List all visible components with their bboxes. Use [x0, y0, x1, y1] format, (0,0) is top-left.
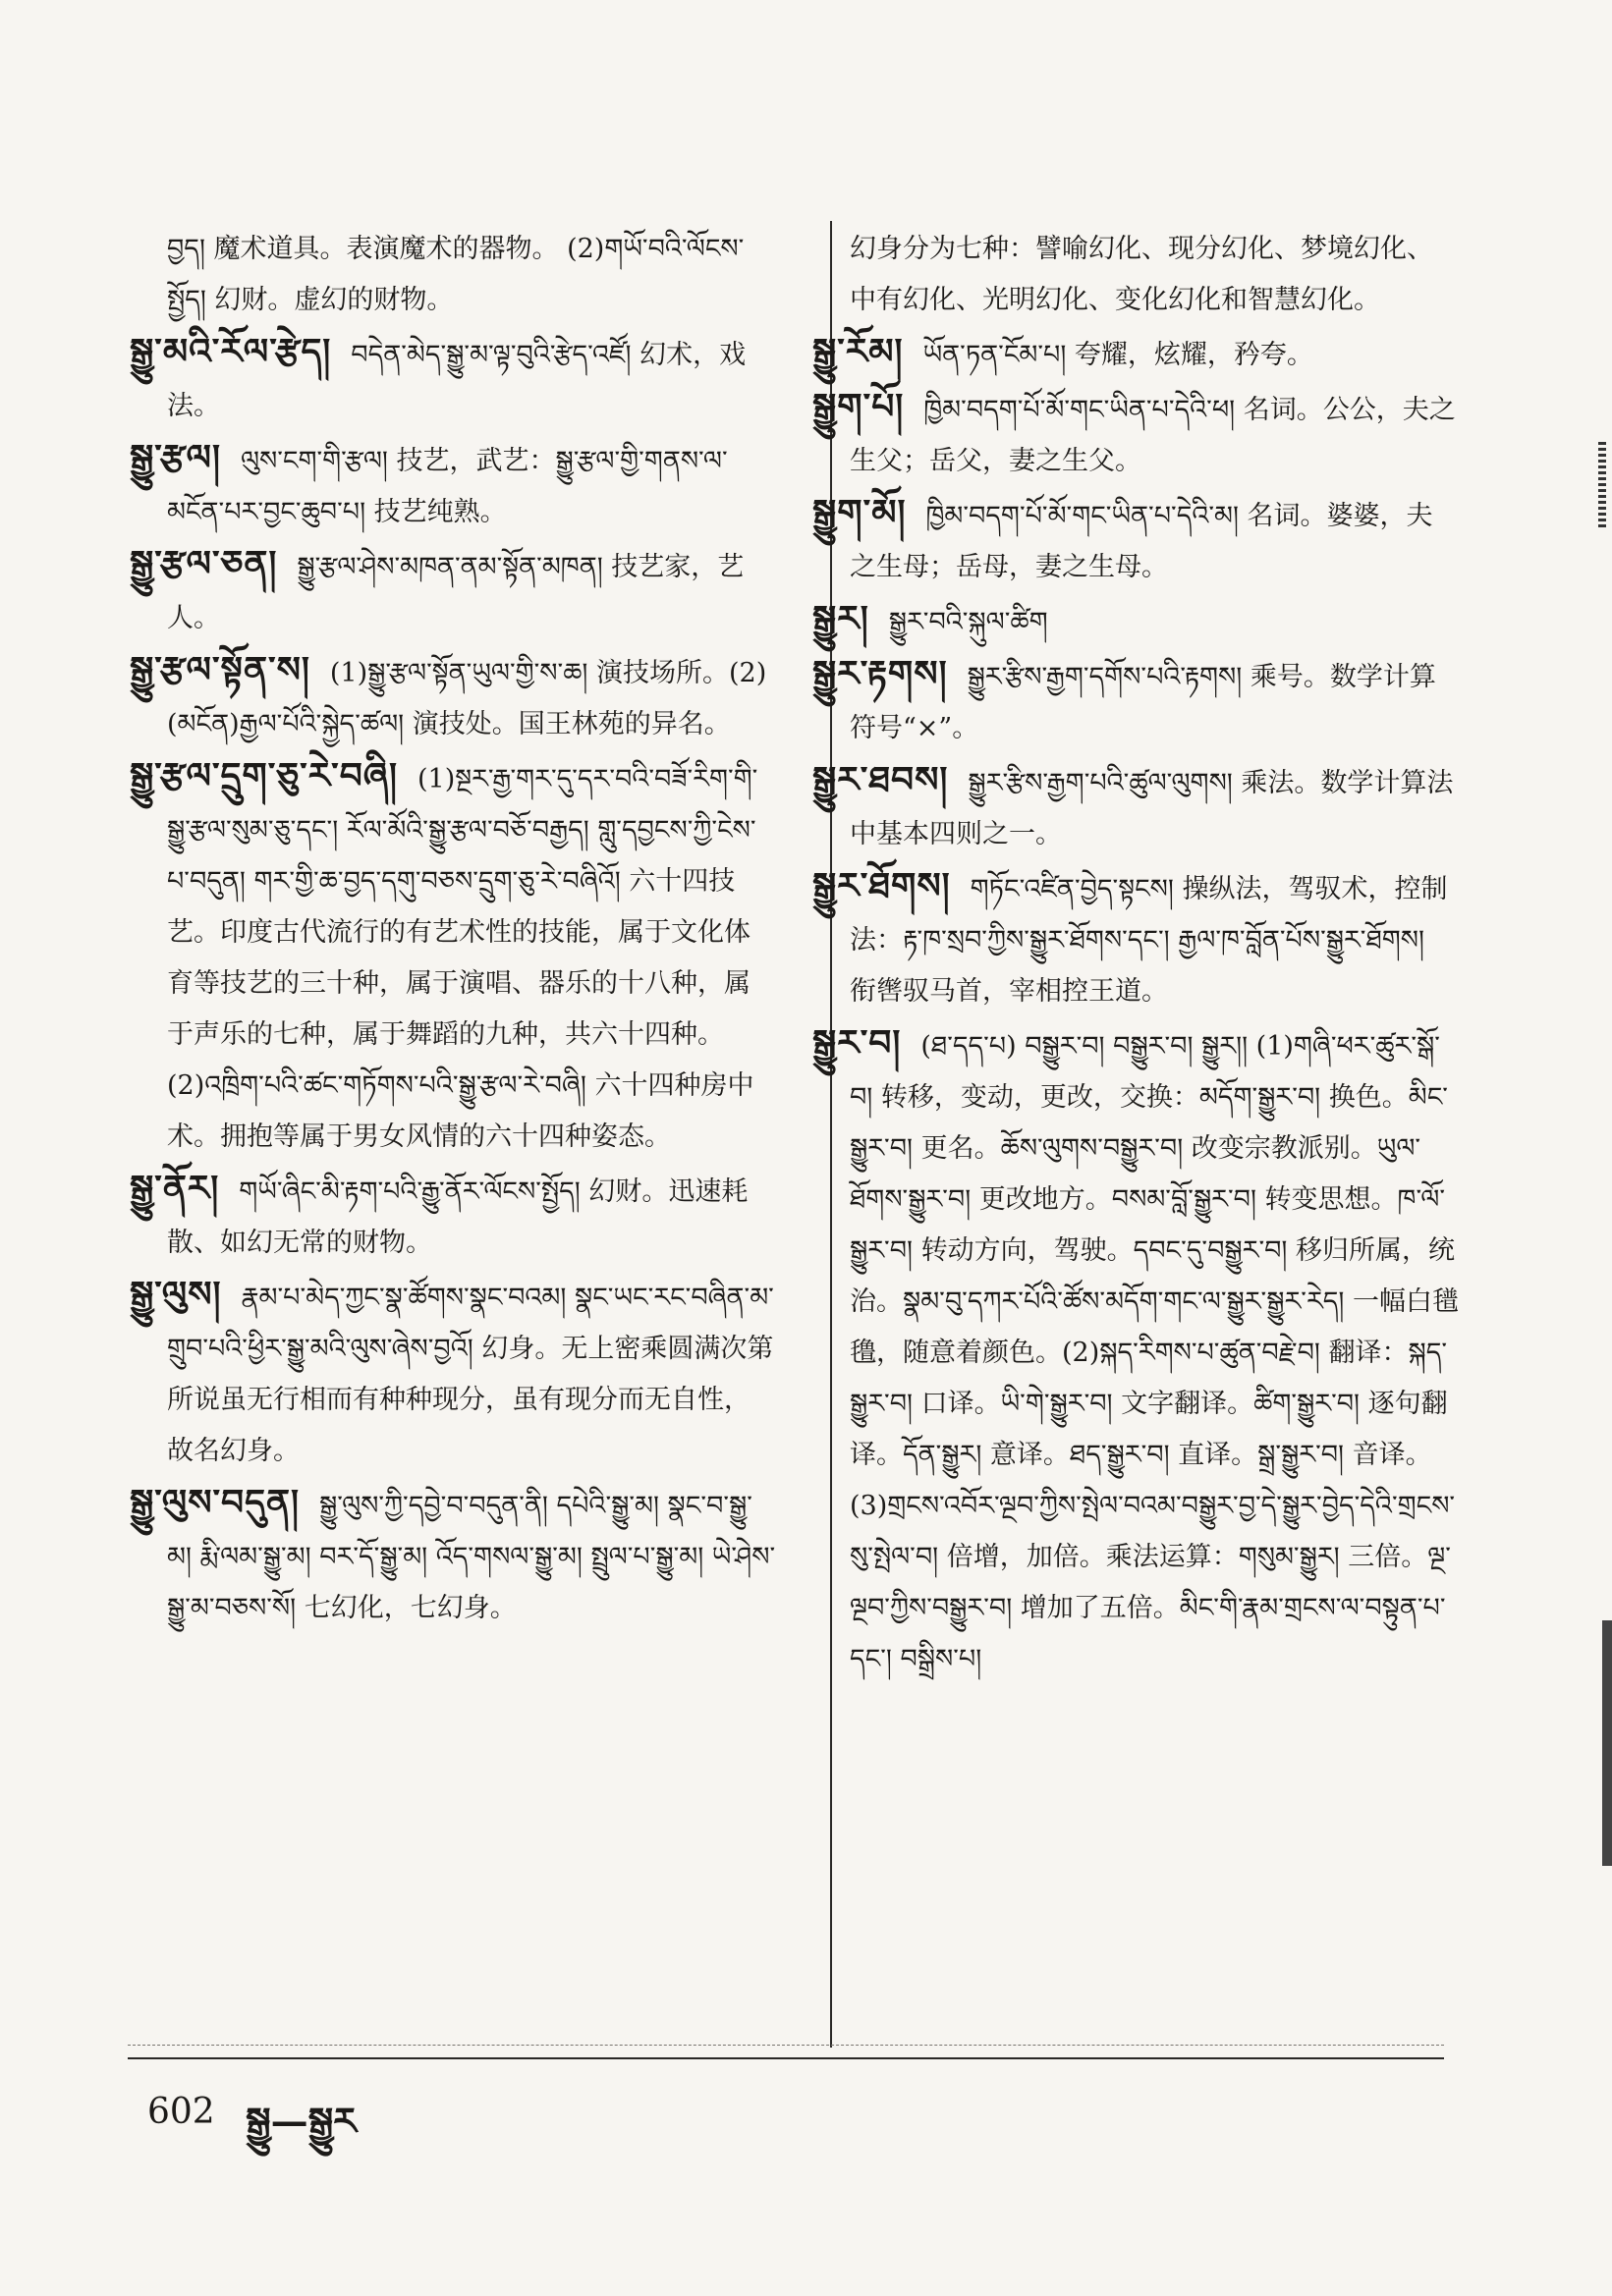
- dictionary-entry: [130, 750, 776, 1163]
- entry-headword: སྒྱུག་མོ།: [812, 492, 907, 533]
- entry-definition: སྒྱུར་རྩིས་རྒྱག་དགོས་པའི་རྟགས། 乘号。数学计算符号“×”。: [850, 662, 1436, 743]
- dictionary-entry: [812, 381, 1459, 487]
- entry-definition: སྒྱུར་བའི་སྐུལ་ཚིག: [888, 607, 1048, 637]
- footer-dotted-rule: [128, 2045, 1444, 2046]
- dictionary-entry: [130, 538, 776, 644]
- scan-edge-mark-top: [1598, 442, 1606, 530]
- entry-definition: 幻身分为七种：譬喻幻化、现分幻化、梦境幻化、中有幻化、光明幻化、变化幻化和智慧幻化。: [850, 234, 1433, 315]
- dictionary-entry: [812, 860, 1459, 1017]
- entry-definition: (1)སྒྱུ་རྩལ་སྟོན་ཡུལ་གྱི་ས་ཆ། 演技场所。(2)(མངོན)རྒྱལ་པོའི་སྐྱེད་ཚལ། 演技处。国王林苑的异名。: [167, 658, 767, 739]
- dictionary-entry: [130, 1269, 776, 1477]
- entry-headword: སྒྱུ་ལུས་བདུན།: [130, 1482, 300, 1523]
- entry-headword: སྒྱུར་ཐོགས།: [812, 865, 951, 906]
- dictionary-entry: [812, 1017, 1459, 1685]
- entry-definition: ཁྱིམ་བདག་པོ་མོ་གང་ཡིན་པ་དེའི་མ། 名词。婆婆，夫之生母；岳母，妻之生母。: [850, 501, 1433, 582]
- dictionary-entry: [130, 1477, 776, 1634]
- entry-headword: སྒྱུག་པོ།: [812, 386, 905, 427]
- entry-definition: སྒྱུ་རྩལ་ཤེས་མཁན་ནམ་སྟོན་མཁན། 技艺家，艺人。: [167, 552, 745, 633]
- dictionary-entry: [130, 644, 776, 750]
- entry-headword: སྒྱུ་རྩལ་ཅན།: [130, 543, 278, 584]
- dictionary-entry: [130, 1163, 776, 1269]
- entry-headword: སྒྱུ་རྩལ་སྟོན་ས།: [130, 649, 310, 690]
- entry-headword: སྒྱུ་རོམ།: [812, 331, 904, 372]
- entry-definition: གཡོ་ཞིང་མི་རྟག་པའི་རྒྱུ་ནོར་ལོངས་སྤྱོད། 幻财。迅速耗散、如幻无常的财物。: [167, 1176, 749, 1258]
- entry-headword: སྒྱུར།: [812, 598, 869, 639]
- dictionary-entry: [130, 326, 776, 432]
- entry-headword: སྒྱུར་བ།: [812, 1022, 902, 1064]
- dictionary-entry: [812, 648, 1459, 754]
- entry-headword: སྒྱུ་རྩལ་དྲུག་ཅུ་རེ་བཞི།: [130, 755, 398, 796]
- entry-definition: (1)སྔར་རྒྱ་གར་དུ་དར་བའི་བཟོ་རིག་གི་སྒྱུ་རྩལ་སུམ་ཅུ་དང་། རོལ་མོའི་སྒྱུ་རྩལ་བཅོ་བརྒྱད། གླུ་དབྱངས་ཀྱི་ངེས་པ་བདུན། གར་གྱི་ཆ་བྱད་དགུ་བཅས་དྲུག་ཅུ་རེ་བཞིའོ། 六十四技艺。印度古代流行的有艺术性的技能，属于文化体育等技艺的三十种，属于演唱、器乐的十八种，属于声乐的七种，属于舞蹈的九种，共六十四种。(2)འཁྲིག་པའི་ཚང་གཏོགས་པའི་སྒྱུ་རྩལ་རེ་བཞི། 六十四种房中术。拥抱等属于男女风情的六十四种姿态。: [167, 764, 758, 1152]
- dictionary-entry: [812, 754, 1459, 860]
- entry-definition: བདེན་མེད་སྒྱུ་མ་ལྟ་བུའི་རྩེད་འཛོ། 幻术，戏法。: [167, 340, 747, 421]
- entry-headword: སྒྱུ་ལུས།: [130, 1274, 222, 1315]
- dictionary-entry: [812, 487, 1459, 593]
- entry-headword: སྒྱུར་རྟགས།: [812, 653, 948, 694]
- dictionary-entry: [812, 593, 1459, 648]
- entry-headword: སྒྱུ་ནོར།: [130, 1168, 220, 1209]
- dictionary-entry: [850, 224, 1459, 326]
- right-column: [812, 224, 1459, 1685]
- entry-definition: གཏོང་འཛིན་བྱེད་སྟངས། 操纵法，驾驭术，控制法：རྟ་ཁ་སྲབ་ཀྱིས་སྒྱུར་ཐོགས་དང་། རྒྱལ་ཁ་བློན་པོས་སྒྱུར་ཐོགས། 衔辔驭马首，宰相控王道。: [850, 874, 1448, 1007]
- dictionary-entry: [130, 432, 776, 538]
- footer-rule: [128, 2057, 1444, 2059]
- dictionary-entry: [812, 326, 1459, 381]
- left-column: [130, 224, 776, 1634]
- entry-definition: ལུས་ངག་གི་རྩལ། 技艺，武艺：སྒྱུ་རྩལ་གྱི་གནས་ལ་མངོན་པར་བྱང་ཆུབ་པ། 技艺纯熟。: [167, 446, 728, 527]
- entry-definition: བྱད། 魔术道具。表演魔术的器物。 (2)གཡོ་བའི་ལོངས་སྤྱོད། 幻财。虚幻的财物。: [167, 234, 745, 315]
- dictionary-entry: [167, 224, 776, 326]
- entry-definition: (ཐ་དད་པ) བསྒྱུར་བ། བསྒྱུར་བ། སྒྱུར།། (1)གཞི་ཕར་ཚུར་སྒོ་བ། 转移，变动，更改，交换：མདོག་སྒྱུར་བ། 换色。མིང་སྒྱུར་བ། 更名。ཆོས་ལུགས་བསྒྱུར་བ། 改变宗教派别。ཡུལ་ཐོགས་སྒྱུར་བ། 更改地方。བསམ་བློ་སྒྱུར་བ། 转变思想。ཁ་ལོ་སྒྱུར་བ། 转动方向，驾驶。དབང་དུ་བསྒྱུར་བ། 移归所属，统治。སྣམ་བུ་དཀར་པོའི་ཚོས་མདོག་གང་ལ་སྒྱུར་སྒྱུར་རེད། 一幅白氆氇，随意着颜色。(2)སྐད་རིགས་པ་ཚུན་བརྗེ་བ། 翻译：སྐད་སྒྱུར་བ། 口译。ཡི་གེ་སྒྱུར་བ། 文字翻译。ཚིག་སྒྱུར་བ། 逐句翻译。དོན་སྒྱུར། 意译。ཐད་སྒྱུར་བ། 直译。སྒྲ་སྒྱུར་བ། 音译。(3)གྲངས་འབོར་ལྔབ་ཀྱིས་སྤེལ་བའམ་བསྒྱུར་བྱ་དེ་སྒྱུར་བྱེད་དེའི་གྲངས་སུ་སྤེལ་བ། 倍增，加倍。乘法运算：གསུམ་སྒྱུར། 三倍。ལྔ་ལྔབ་ཀྱིས་བསྒྱུར་བ། 增加了五倍。མིང་གི་རྣམ་གྲངས་ལ་བསྟུན་པ་དང་། བསྒྲིས་པ།: [850, 1031, 1459, 1674]
- entry-definition: ཡོན་ཏན་ངོམ་པ། 夸耀，炫耀，矜夸。: [922, 340, 1313, 370]
- scan-edge-mark: [1602, 1620, 1612, 1866]
- entry-definition: སྒྱུར་རྩིས་རྒྱག་པའི་ཚུལ་ལུགས། 乘法。数学计算法中基本四则之一。: [850, 768, 1454, 849]
- entry-headword: སྒྱུ་མའི་རོལ་རྩེད།: [130, 331, 332, 372]
- entry-headword: སྒྱུར་ཐབས།: [812, 759, 949, 800]
- entry-definition: ཁྱིམ་བདག་པོ་མོ་གང་ཡིན་པ་དེའི་ཕ། 名词。公公，夫之生父；岳父，妻之生父。: [850, 395, 1456, 476]
- entry-headword: སྒྱུ་རྩལ།: [130, 437, 221, 478]
- running-head: སྒྱུ—སྒྱུར: [246, 2099, 357, 2143]
- page-number: 602: [147, 2092, 215, 2132]
- entry-definition: རྣམ་པ་མེད་ཀྱང་སྣ་ཚོགས་སྣང་བའམ། སྣང་ཡང་རང་བཞིན་མ་གྲུབ་པའི་ཕྱིར་སྒྱུ་མའི་ལུས་ཞེས་བྱའོ། 幻身。无上密乘圆满次第所说虽无行相而有种种现分，虽有现分而无自性，故名幻身。: [167, 1283, 774, 1466]
- entry-definition: སྒྱུ་ལུས་ཀྱི་དབྱེ་བ་བདུན་ནི། དཔེའི་སྒྱུ་མ། སྣང་བ་སྒྱུ་མ། རྨི་ལམ་སྒྱུ་མ། བར་དོ་སྒྱུ་མ། འོད་གསལ་སྒྱུ་མ། སྤྲུལ་པ་སྒྱུ་མ། ཡེ་ཤེས་སྒྱུ་མ་བཅས་སོ། 七幻化，七幻身。: [167, 1491, 776, 1623]
